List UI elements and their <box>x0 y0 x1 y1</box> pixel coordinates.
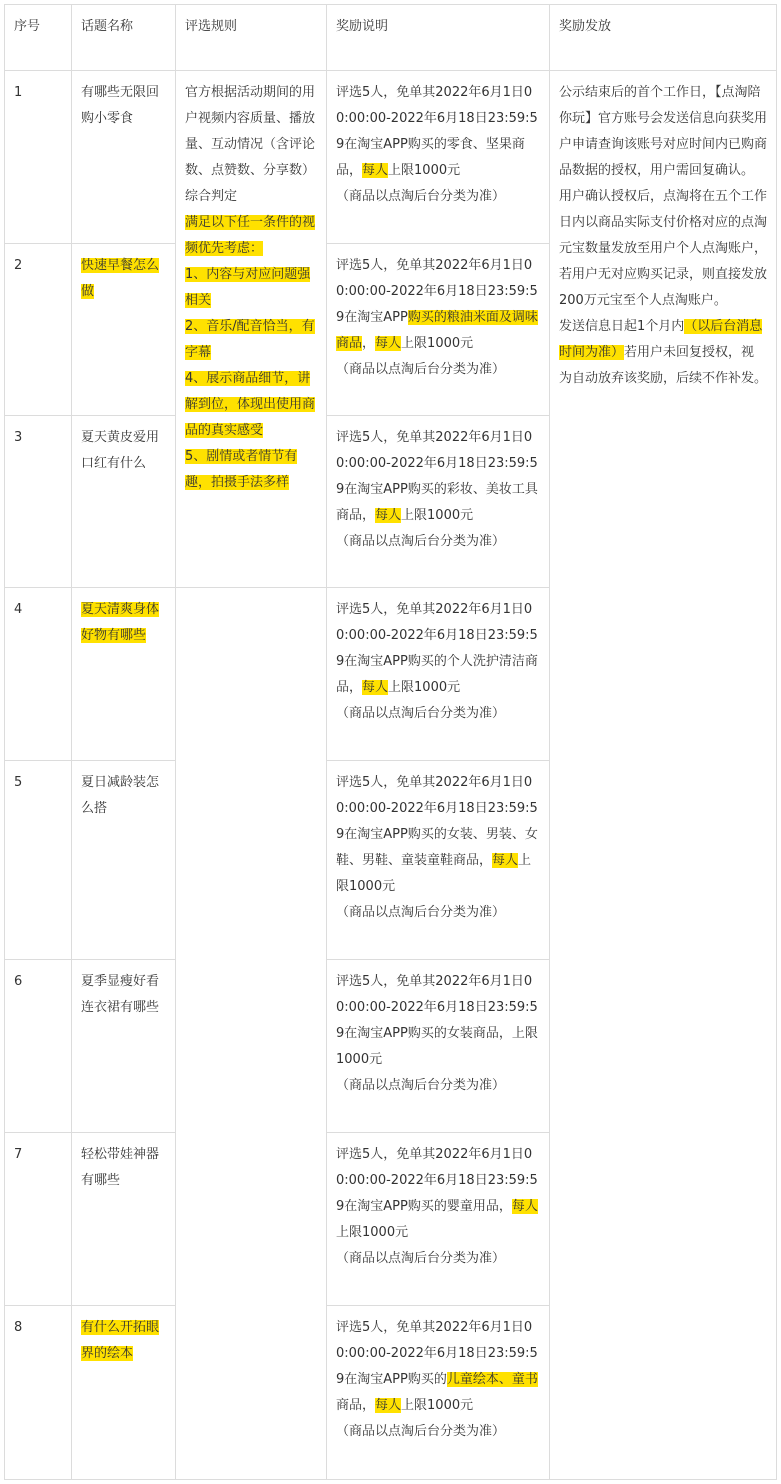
row-topic <box>72 416 176 588</box>
award-goods: 购买的女装商品， <box>407 1026 512 1041</box>
header-award: 奖励说明 <box>327 5 550 71</box>
row-no: 5 <box>5 761 72 960</box>
award-note: （商品以点淘后台分类为准） <box>336 1424 506 1439</box>
table-header-row <box>5 5 777 71</box>
award-cell <box>327 761 550 960</box>
award-goods-highlight: 购买的粮油米面及调味商品 <box>336 310 538 351</box>
award-limit: 上限1000元 <box>336 1225 409 1240</box>
award-goods-tail: 商品， <box>336 1398 376 1413</box>
award-each: 每人 <box>375 508 402 523</box>
topic-text: 快速早餐怎么做 <box>81 258 160 299</box>
award-goods: 购买的婴童用品， <box>407 1199 512 1214</box>
award-each: 每人 <box>492 853 519 868</box>
award-limit: 上限1000元 <box>336 1026 538 1067</box>
award-each: 每人 <box>362 680 389 695</box>
issue-p1: 公示结束后的首个工作日，【点淘陪你玩】官方账号会发送信息向获奖用户申请查询该账号对应时间内已购商品数据的授权，用户需回复确认。 <box>559 85 768 178</box>
award-note: （商品以点淘后台分类为准） <box>336 905 506 920</box>
rule-item: 1、内容与对应问题强相关 <box>185 267 311 308</box>
award-prefix: 评选5人，免单其2022年6月1日00:00:00-2022年6月18日23:59:59在淘宝APP <box>336 430 538 497</box>
award-limit: 上限1000元 <box>336 853 532 894</box>
header-issue: 奖励发放 <box>550 5 777 71</box>
row-topic <box>72 244 176 416</box>
header-topic: 话题名称 <box>72 5 176 71</box>
award-each: 每人 <box>375 1398 402 1413</box>
award-cell <box>327 1306 550 1480</box>
award-limit: 上限1000元 <box>401 508 474 523</box>
award-note: （商品以点淘后台分类为准） <box>336 362 506 377</box>
rule-empty-cell <box>176 588 327 1480</box>
row-no: 7 <box>5 1133 72 1306</box>
row-no: 1 <box>5 71 72 244</box>
award-goods: 购买的个人洗护清洁商品， <box>336 654 538 695</box>
row-topic <box>72 1133 176 1306</box>
activity-reward-table <box>4 4 777 1480</box>
row-no: 8 <box>5 1306 72 1480</box>
award-prefix: 评选5人，免单其2022年6月1日00:00:00-2022年6月18日23:59:59在淘宝APP <box>336 974 538 1041</box>
award-goods: 购买的女装、男装、女鞋、男鞋、童装童鞋商品， <box>336 827 538 868</box>
issue-p3-b: 若用户未回复授权，视为自动放弃该奖励，后续不作补发。 <box>559 345 768 386</box>
award-each: 每人 <box>375 336 402 351</box>
award-goods: 购买的零食、坚果商品， <box>336 137 525 178</box>
rule-text: 官方根据活动期间的用户视频内容质量、播放量、互动情况（含评论数、点赞数、分享数）综合判定 <box>185 85 316 204</box>
topic-text: 夏天黄皮爱用口红有什么 <box>81 430 160 471</box>
award-prefix: 评选5人，免单其2022年6月1日00:00:00-2022年6月18日23:59:59在淘宝APP <box>336 602 538 669</box>
row-no: 6 <box>5 960 72 1133</box>
topic-text: 夏天清爽身体好物有哪些 <box>81 602 160 643</box>
award-note: （商品以点淘后台分类为准） <box>336 1251 506 1266</box>
award-cell <box>327 244 550 416</box>
topic-text: 轻松带娃神器有哪些 <box>81 1147 160 1188</box>
award-goods-tail: ， <box>362 336 376 351</box>
award-cell <box>327 960 550 1133</box>
issue-p3-highlight: （以后台消息时间为准） <box>559 319 763 360</box>
header-no: 序号 <box>5 5 72 71</box>
award-prefix: 评选5人，免单其2022年6月1日00:00:00-2022年6月18日23:59:59在淘宝APP <box>336 258 538 325</box>
award-prefix: 评选5人，免单其2022年6月1日00:00:00-2022年6月18日23:59:59在淘宝APP <box>336 1320 538 1387</box>
award-note: （商品以点淘后台分类为准） <box>336 189 506 204</box>
row-no: 3 <box>5 416 72 588</box>
topic-text: 夏季显瘦好看连衣裙有哪些 <box>81 974 160 1015</box>
row-topic <box>72 1306 176 1480</box>
row-no: 2 <box>5 244 72 416</box>
award-note: （商品以点淘后台分类为准） <box>336 534 506 549</box>
award-goods: 购买的彩妆、美妆工具商品， <box>336 482 538 523</box>
row-no: 4 <box>5 588 72 761</box>
row-topic <box>72 761 176 960</box>
award-prefix: 评选5人，免单其2022年6月1日00:00:00-2022年6月18日23:59:59在淘宝APP <box>336 85 538 152</box>
issue-p2: 用户确认授权后，点淘将在五个工作日内以商品实际支付价格对应的点淘元宝数量发放至用户个人点淘账户，若用户无对应购买记录，则直接发放200万元宝至个人点淘账户。 <box>559 189 768 308</box>
award-prefix: 评选5人，免单其2022年6月1日00:00:00-2022年6月18日23:59:59在淘宝APP <box>336 1147 538 1214</box>
award-prefix: 评选5人，免单其2022年6月1日00:00:00-2022年6月18日23:59:59在淘宝APP <box>336 775 538 842</box>
topic-text: 有什么开拓眼界的绘本 <box>81 1320 160 1361</box>
row-topic <box>72 71 176 244</box>
award-each: 每人 <box>362 163 389 178</box>
issue-cell <box>550 71 777 1480</box>
table-row <box>5 71 777 244</box>
award-limit: 上限1000元 <box>388 163 461 178</box>
header-rule: 评选规则 <box>176 5 327 71</box>
award-each: 每人 <box>511 1199 538 1214</box>
award-cell <box>327 588 550 761</box>
rule-item: 5、剧情或者情节有趣，拍摄手法多样 <box>185 449 298 490</box>
topic-text: 夏日减龄装怎么搭 <box>81 775 160 816</box>
award-cell <box>327 1133 550 1306</box>
rule-item: 4、展示商品细节，讲解到位，体现出使用商品的真实感受 <box>185 371 316 438</box>
rule-cell <box>176 71 327 588</box>
award-limit: 上限1000元 <box>388 680 461 695</box>
award-limit: 上限1000元 <box>401 336 474 351</box>
award-cell <box>327 71 550 244</box>
award-cell <box>327 416 550 588</box>
row-topic <box>72 588 176 761</box>
rule-item: 2、音乐/配音恰当，有字幕 <box>185 319 315 360</box>
award-goods-highlight: 儿童绘本、童书 <box>446 1372 538 1387</box>
award-limit: 上限1000元 <box>401 1398 474 1413</box>
issue-p3-a: 发送信息日起1个月内 <box>559 319 685 334</box>
award-note: （商品以点淘后台分类为准） <box>336 1078 506 1093</box>
topic-text: 有哪些无限回购小零食 <box>81 85 160 126</box>
award-goods: 购买的 <box>407 1372 447 1387</box>
award-note: （商品以点淘后台分类为准） <box>336 706 506 721</box>
row-topic <box>72 960 176 1133</box>
rule-priority: 满足以下任一条件的视频优先考虑： <box>185 215 316 256</box>
